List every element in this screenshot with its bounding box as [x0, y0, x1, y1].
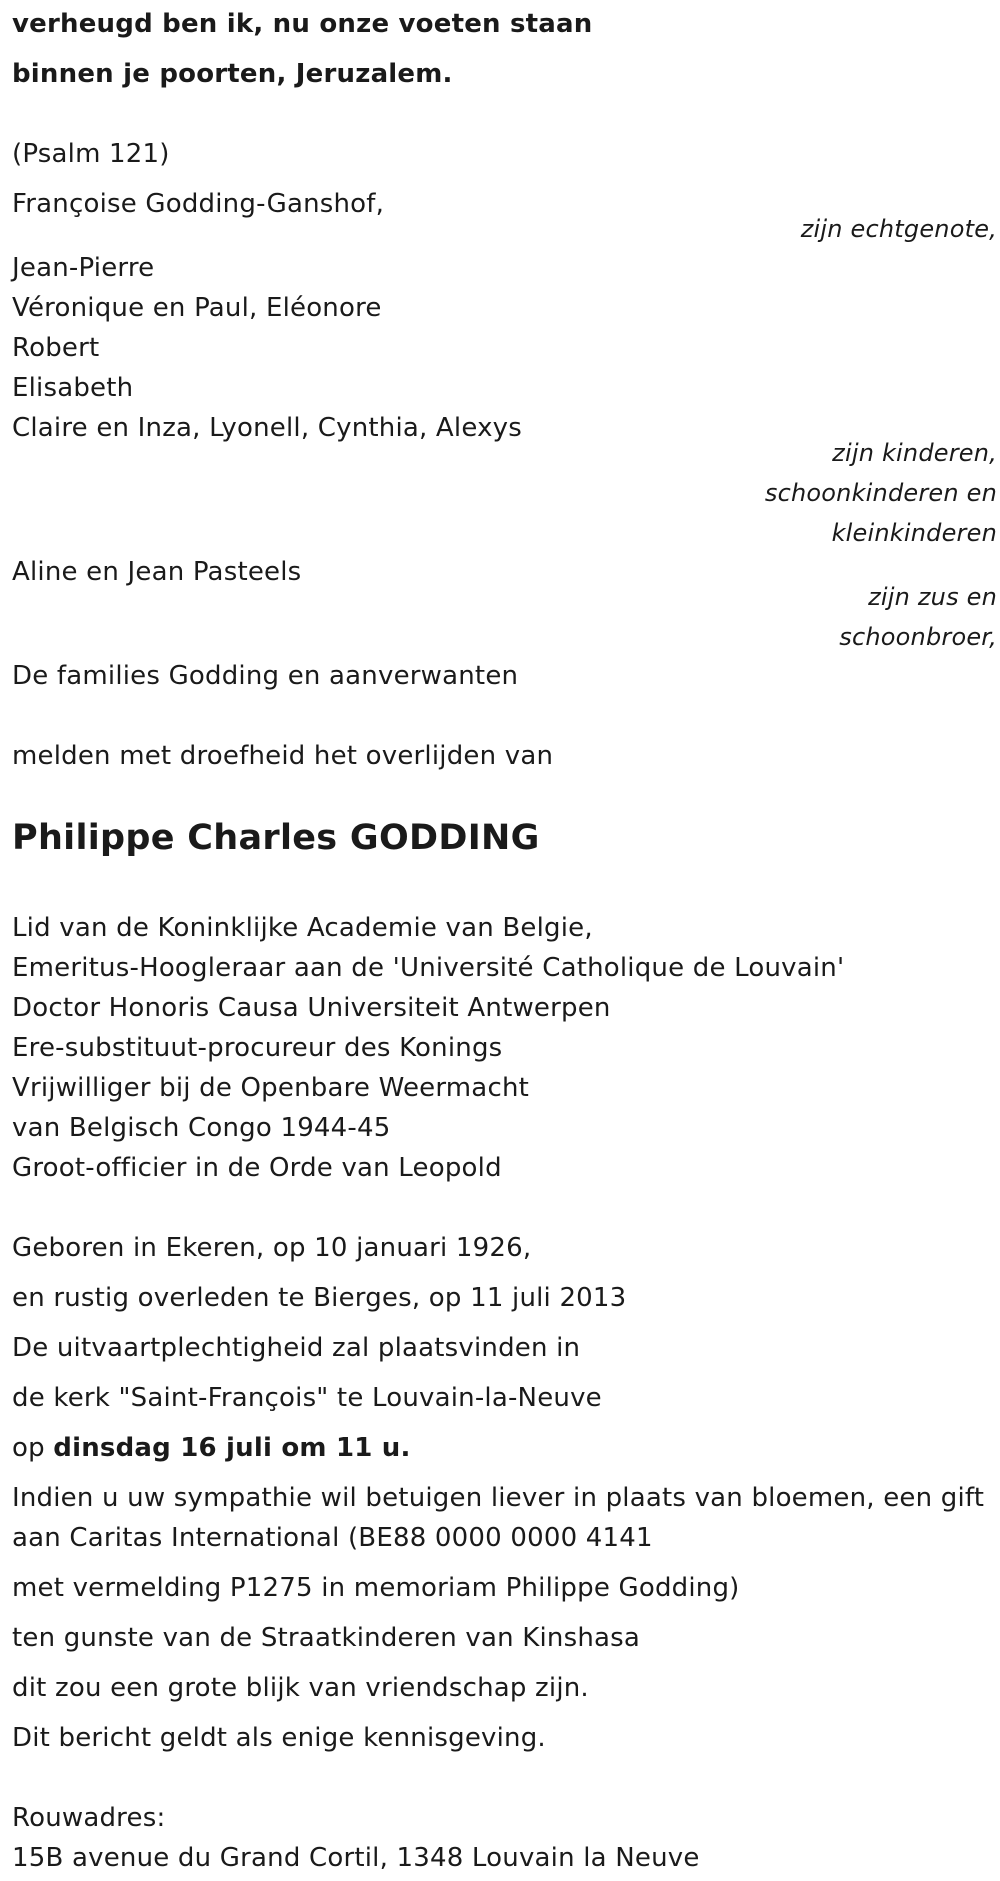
announcement-line: melden met droefheid het overlijden van [12, 741, 554, 771]
title-line: Doctor Honoris Causa Universiteit Antwerpen [12, 993, 611, 1023]
sister-name: Aline en Jean Pasteels [12, 557, 302, 587]
child-line: Véronique en Paul, Eléonore [12, 293, 382, 323]
title-line: Emeritus-Hoogleraar aan de 'Université Catholique de Louvain' [12, 953, 845, 983]
child-line: Jean-Pierre [12, 253, 155, 283]
psalm-reference: (Psalm 121) [12, 139, 170, 169]
funeral-line-2: de kerk "Saint-François" te Louvain-la-Neuve [12, 1383, 602, 1413]
deceased-name: Philippe Charles GODDING [12, 818, 540, 858]
funeral-date-prefix: op [12, 1433, 45, 1463]
families-line: De families Godding en aanverwanten [12, 661, 519, 691]
donation-line-5: dit zou een grote blijk van vriendschap zijn. [12, 1673, 589, 1703]
sister-relation-line: zijn zus en [868, 583, 997, 611]
spouse-relation: zijn echtgenote, [800, 215, 997, 243]
child-line: Robert [12, 333, 100, 363]
death-line: en rustig overleden te Bierges, op 11 juli 2013 [12, 1283, 627, 1313]
funeral-line-1: De uitvaartplechtigheid zal plaatsvinden in [12, 1333, 581, 1363]
children-relation-line: schoonkinderen en [764, 479, 997, 507]
title-line: Lid van de Koninklijke Academie van Belgie, [12, 913, 593, 943]
donation-line-1: Indien u uw sympathie wil betuigen liever in plaats van bloemen, een gift [12, 1483, 985, 1513]
title-line: Groot-officier in de Orde van Leopold [12, 1153, 502, 1183]
address-label: Rouwadres: [12, 1803, 166, 1833]
child-line: Elisabeth [12, 373, 134, 403]
funeral-date: dinsdag 16 juli om 11 u. [53, 1433, 411, 1463]
title-line: Vrijwilliger bij de Openbare Weermacht [12, 1073, 530, 1103]
birth-line: Geboren in Ekeren, op 10 januari 1926, [12, 1233, 532, 1263]
psalm-line-2: binnen je poorten, Jeruzalem. [12, 59, 453, 89]
donation-line-2: aan Caritas International (BE88 0000 0000 4141 [12, 1523, 653, 1553]
notice-line: Dit bericht geldt als enige kennisgeving. [12, 1723, 546, 1753]
children-relation-line: kleinkinderen [831, 519, 997, 547]
spouse-name: Françoise Godding-Ganshof, [12, 189, 385, 219]
title-line: van Belgisch Congo 1944-45 [12, 1113, 391, 1143]
title-line: Ere-substituut-procureur des Konings [12, 1033, 503, 1063]
children-relation-line: zijn kinderen, [832, 439, 997, 467]
donation-line-4: ten gunste van de Straatkinderen van Kinshasa [12, 1623, 641, 1653]
sister-relation-line: schoonbroer, [839, 623, 997, 651]
funeral-date-line [12, 1432, 411, 1464]
child-line: Claire en Inza, Lyonell, Cynthia, Alexys [12, 413, 522, 443]
donation-line-3: met vermelding P1275 in memoriam Philippe Godding) [12, 1573, 740, 1603]
address-value: 15B avenue du Grand Cortil, 1348 Louvain la Neuve [12, 1843, 700, 1873]
psalm-line-1: verheugd ben ik, nu onze voeten staan [12, 9, 593, 39]
